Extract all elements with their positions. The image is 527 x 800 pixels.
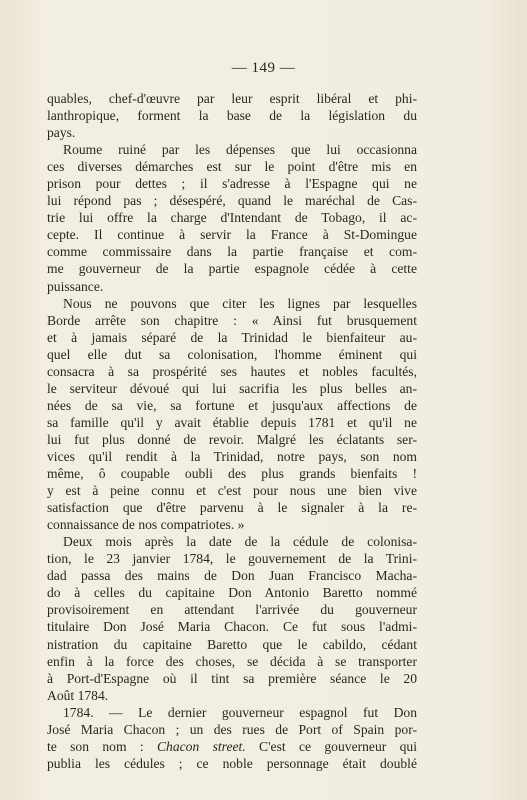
text-line: enfin à la force des choses, se décida à se transporter [47,653,417,669]
text-line: te son nom : Chacon street. C'est ce gouverneur qui [47,738,417,754]
text-line: do à celles du capitaine Don Antonio Baretto nommé [47,585,417,601]
text-line: Août 1784. [47,687,109,703]
text-line: cepte. Il continue à servir la France à St-Domingue [47,227,417,243]
text-line: prison pour dettes ; il s'adresse à l'Espagne qui ne [47,176,417,192]
text-line: connaissance de nos compatriotes. » [47,517,245,533]
text-line: même, ô coupable oubli des plus grands bienfaits ! [47,466,417,482]
text-line: satisfaction que d'être parvenu à le signaler à la re- [47,500,417,516]
text-line: le serviteur dévoué qui lui sacrifia les plus belles an- [47,380,417,396]
text-line: Roume ruiné par les dépenses que lui occasionna [63,142,417,158]
text-line: dad passa des mains de Don Juan Francisco Macha- [47,568,417,584]
text-line: lui répond pas ; désespéré, quand le maréchal de Cas- [47,193,417,209]
text-line: vices qu'il rendit à la Trinidad, notre pays, son nom [47,448,417,464]
text-line: comme commissaire dans la partie française et com- [47,244,417,260]
text-line: José Maria Chacon ; un des rues de Port of Spain por- [47,721,417,737]
text-line: quel elle dut sa colonisation, l'homme éminent qui [47,346,417,362]
text-line: lanthropique, forment la base de la législation du [47,108,417,124]
text-line: Borde arrête son chapitre : « Ainsi fut brusquement [47,312,417,328]
text-line: nistration du capitaine Baretto que le cabildo, cédant [47,636,417,652]
text-line: Nous ne pouvons que citer les lignes par lesquelles [63,295,417,311]
body-text [47,90,417,772]
text-line: quables, chef-d'œuvre par leur esprit libéral et phi- [47,91,417,106]
text-line: pays. [47,125,76,141]
text-line: 1784. — Le dernier gouverneur espagnol fut Don [63,704,417,720]
text-line: publia les cédules ; ce noble personnage était doublé [47,755,417,771]
italic-street-name: Chacon street. [156,738,246,754]
text-line: Deux mois après la date de la cédule de colonisa- [63,534,417,550]
text-line: puissance. [47,278,104,294]
text-line: lui fut plus donné de revoir. Malgré les éclatants ser- [47,431,417,447]
text-line: sa famille qu'il y avait établie depuis 1781 et qu'il ne [47,414,417,430]
page-number: — 149 — [231,60,296,76]
text-line: à Port-d'Espagne où il tint sa première séance le 20 [47,670,417,686]
text-line: tion, le 23 janvier 1784, le gouvernement de la Trini- [47,551,417,567]
text-line: trie lui offre la charge d'Intendant de Tobago, il ac- [47,210,417,226]
text-line: nées de sa vie, sa fortune et jusqu'aux affections de [47,397,417,413]
text-line: y est à peine connu et c'est pour nous une bien vive [47,483,417,499]
text-line: consacra à sa prospérité ses hautes et nobles facultés, [47,363,417,379]
text-line: titulaire Don José Maria Chacon. Ce fut sous l'admi- [47,619,417,635]
text-line: me gouverneur de la partie espagnole cédée à cette [47,261,417,277]
text-line: ces diverses démarches est sur le point d'être mis en [47,159,417,175]
text-line: et à jamais séparé de la Trinidad le bienfaiteur au- [47,329,417,345]
text-line: provisoirement en attendant l'arrivée du gouverneur [47,602,417,618]
